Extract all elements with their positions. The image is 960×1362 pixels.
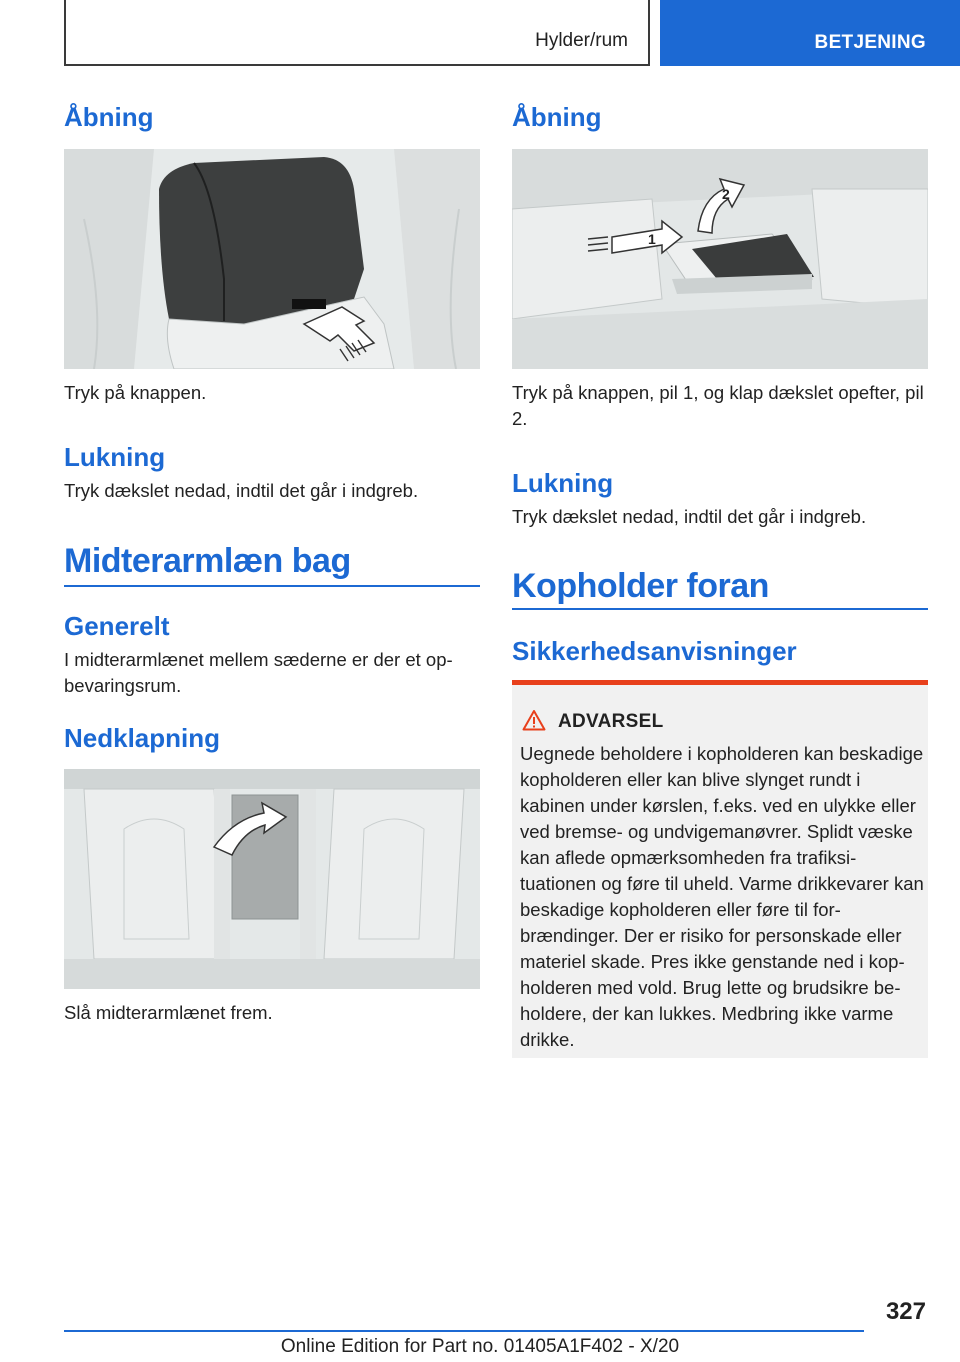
header-chapter-tab[interactable] bbox=[660, 0, 960, 66]
header-section-title: Hylder/rum bbox=[535, 30, 628, 51]
rear-armrest-open-illustration bbox=[512, 149, 928, 369]
warning-text: Uegnede beholdere i kopholderen kan beskadige kopholderen eller kan blive slynget rundt i kabinen under kørslen, f.eks. ved en ulykke eller ved bremse- og undvigemanøvrer. Splidt væske kan aflede opmærksomheden fra trafiksituationen og føre til uheld. Varme drikkevarer kan beskadige kopholderen eller føre til forbrændinger. Der er risiko for personskade eller materiel skade. Pres ikke genstande ned i kopholderen med vold. Brug lette og brudsikre beholdere, der kan lukkes. Medbring ikke varme drikke. bbox=[520, 743, 924, 1050]
text-general: I midterarmlænet mellem sæderne er der et opbevaringsrum. bbox=[64, 649, 453, 696]
text-fold-down: Slå midterarmlænet frem. bbox=[64, 1002, 273, 1023]
figure-armrest-button bbox=[64, 149, 480, 369]
text-closing-front: Tryk dækslet nedad, indtil det går i indgreb. bbox=[64, 480, 419, 501]
heading-opening-front: Åbning bbox=[64, 102, 154, 132]
rule-rear-armrest bbox=[64, 585, 480, 587]
header-section-box bbox=[64, 0, 650, 66]
text-opening-front: Tryk på knappen. bbox=[64, 382, 207, 403]
heading-closing-front: Lukning bbox=[64, 442, 166, 472]
heading-opening-rear: Åbning bbox=[512, 102, 602, 132]
arrow-2-label: 2 bbox=[722, 186, 730, 202]
heading-cupholder: Kopholder foran bbox=[512, 567, 769, 605]
text-opening-rear: Tryk på knappen, pil 1, og klap dækslet opefter, pil 2. bbox=[512, 382, 924, 429]
rule-cupholder bbox=[512, 608, 928, 610]
text-closing-rear: Tryk dækslet nedad, indtil det går i indgreb. bbox=[512, 506, 867, 527]
page-number: 327 bbox=[885, 1298, 926, 1325]
footer-rule bbox=[64, 1330, 864, 1332]
figure-rear-armrest-open bbox=[512, 149, 928, 369]
footer-edition: Online Edition for Part no. 01405A1F402 - X/20 bbox=[280, 1336, 680, 1357]
warning-title: ADVARSEL bbox=[558, 711, 664, 732]
heading-safety: Sikkerhedsanvisninger bbox=[512, 636, 797, 666]
warning-box bbox=[512, 680, 928, 1058]
header-chapter-label: BETJENING bbox=[814, 32, 926, 53]
heading-closing-rear: Lukning bbox=[512, 468, 614, 498]
warning-triangle-icon bbox=[522, 709, 546, 731]
heading-general: Generelt bbox=[64, 611, 170, 641]
heading-fold-down: Nedklapning bbox=[64, 723, 221, 753]
armrest-button-illustration bbox=[64, 149, 480, 369]
arrow-1-label: 1 bbox=[648, 231, 656, 247]
heading-rear-armrest: Midterarmlæn bag bbox=[64, 542, 351, 580]
rear-armrest-illustration bbox=[64, 769, 480, 989]
figure-rear-armrest-fold bbox=[64, 769, 480, 989]
